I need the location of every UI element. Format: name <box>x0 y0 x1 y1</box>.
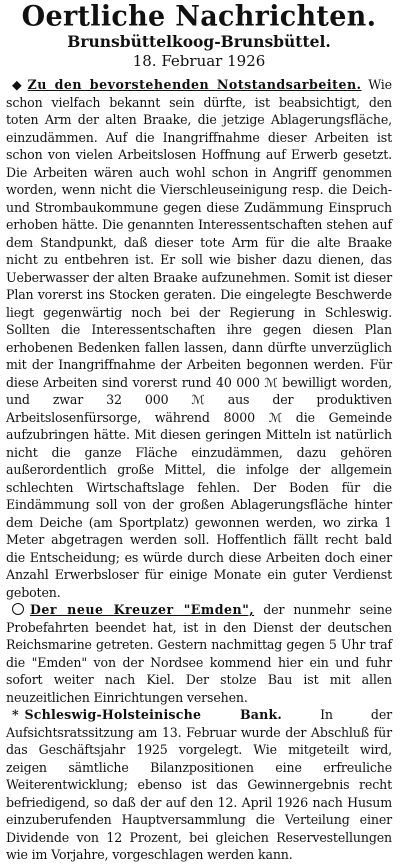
circle-icon <box>12 603 24 615</box>
article-body: der nunmehr seine Probefahrten beendet hat, ist in den Dienst der deutschen Reichsmarine getreten. Gestern nachmittag gegen 5 Uhr traf die "Emden" von der Nordsee kommend hier ein und fuhr sofort weiter nach Kiel. Der stolze Bau ist mit allen neuzeitlichen Einrichtungen versehen. <box>6 602 393 705</box>
diamond-arrow-icon: ◆ <box>12 77 22 92</box>
asterisk-icon: * <box>12 707 19 722</box>
article-body: In der Aufsichtsratssitzung am 13. Februar wurde der Abschluß für das Geschäftsjahr 1925 vorgelegt. Wie mitgeteilt wird, zeigen sämtliche Bilanzpositionen eine erfreuliche Weiterentwicklung; ebenso ist das Gewinnergebnis recht befriedigend, so daß der auf den 12. April 1926 nach Husum einzuberufenden Hauptversammlung die Verteilung einer Dividende von 12 Prozent, bei gleichen Reservestellungen wie im Vorjahre, vorgeschlagen werden kann. <box>6 707 392 862</box>
page-subtitle: Brunsbüttelkoog-Brunsbüttel. <box>67 32 331 51</box>
article-headline: Zu den bevorstehenden Notstandsarbeiten. <box>27 77 362 92</box>
article-headline: Schleswig-Holsteinische Bank. <box>24 707 283 722</box>
page-title: Oertliche Nachrichten. <box>21 0 377 33</box>
article-schleswig-holsteinische-bank <box>6 706 392 864</box>
dateline: 18. Februar 1926 <box>132 52 266 70</box>
article-kreuzer-emden <box>6 601 392 706</box>
article-body: Wie schon vielfach bekannt sein dürfte, ist beabsichtigt, den toten Arm der alten Braake, die jetzige Ablagerungsfläche, einzudämmen. Auf die Inangriffnahme dieser Arbeiten ist schon von vielen Arbeitslosen Hoffnung auf Erwerb gesetzt. Die Arbeiten wären auch wohl schon in Angriff genommen worden, wenn nicht die Vierschleuseinigung resp. die Deich- und Strombaukommune gegen diese Zudämmung Einspruch erhoben hätte. Die genannten Interessentschaften stehen auf dem Standpunkt, daß dieser tote Arm für die alte Braake nicht zu entbehren ist. Er soll wie bisher dazu dienen, das Ueberwasser der alten Braake aufzunehmen. Somit ist dieser Plan vorerst ins Stocken geraten. Die eingelegte Beschwerde liegt gegenwärtig noch bei der Regierung in Schleswig. Sollten die Interessentschaften ihre gegen diesen Plan erhobenen Bedenken fallen lassen, dann dürfte unverzüglich mit der Inangriffnahme der Arbeiten begonnen werden. Für diese Arbeiten sind vorerst rund 40 000 ℳ bewilligt worden, und zwar 32 000 ℳ aus der produktiven Arbeitslosenfürsorge, während 8000 ℳ die Gemeinde aufzubringen hätte. Mit diesen geringen Mitteln ist natürlich nicht die ganze Fläche einzudämmen, dazu gehören außerordentlich große Mittel, die infolge der allgemein schlechten Wirtschaftslage fehlen. Der Boden für die Eindämmung soll von der großen Ablagerungsfläche hinter dem Deiche (am Sportplatz) gewonnen werden, wo zirka 1 Meter abgetragen werden soll. Hoffentlich fällt recht bald die Entscheidung; es würde durch diese Arbeiten doch einer Anzahl Erwerbsloser für einige Monate ein guter Verdienst geboten. <box>6 77 392 600</box>
article-headline: Der neue Kreuzer "Emden", <box>30 602 255 617</box>
article-notstandsarbeiten <box>6 76 392 601</box>
